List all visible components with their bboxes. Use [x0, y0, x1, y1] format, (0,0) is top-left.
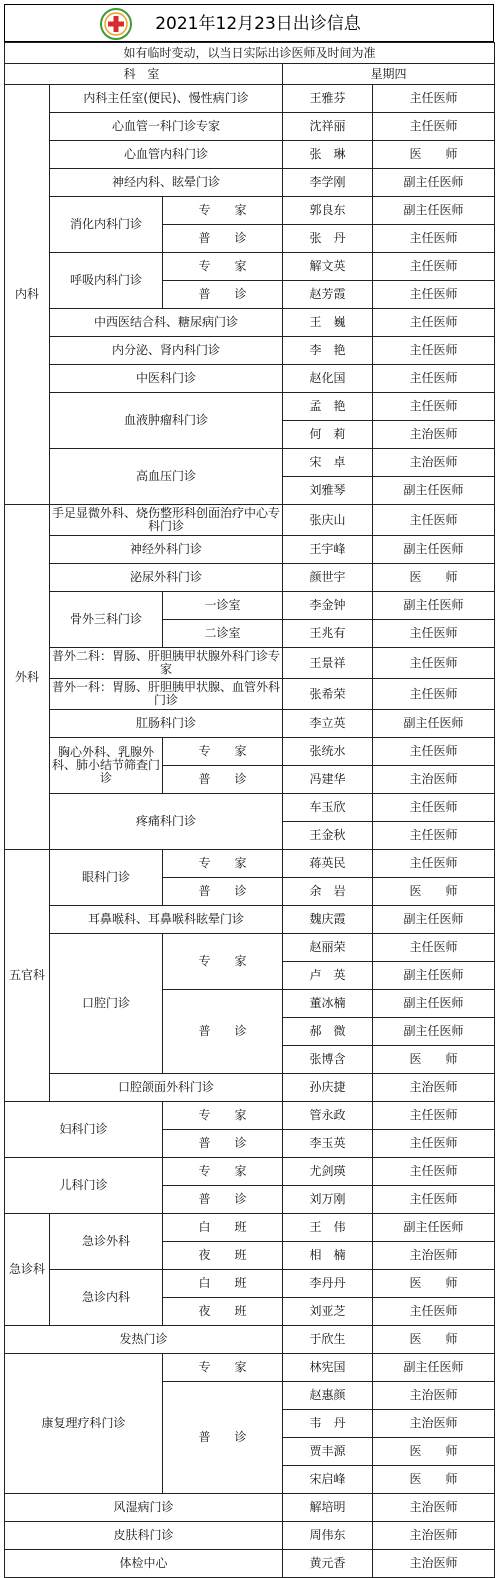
title-cell: 副主任医师	[373, 477, 495, 505]
table-row	[5, 679, 495, 710]
doctor-cell: 周伟东	[283, 1522, 373, 1550]
title-bar	[4, 4, 494, 42]
title-cell: 主任医师	[373, 1298, 495, 1326]
title-cell: 主治医师	[373, 1494, 495, 1522]
title-cell: 主治医师	[373, 766, 495, 794]
table-row	[5, 85, 495, 113]
doctor-cell: 李丹丹	[283, 1270, 373, 1298]
sub-cell: 专 家	[163, 850, 283, 878]
dept-cell: 肛肠科门诊	[50, 710, 283, 738]
doctor-cell: 刘亚芝	[283, 1298, 373, 1326]
title-cell: 医 师	[373, 1466, 495, 1494]
table-row	[5, 505, 495, 536]
title-cell: 主治医师	[373, 1522, 495, 1550]
doctor-cell: 王 伟	[283, 1214, 373, 1242]
doctor-cell: 张统水	[283, 738, 373, 766]
sub-cell: 夜 班	[163, 1242, 283, 1270]
dept-cell: 康复理疗科门诊	[5, 1354, 163, 1494]
title-cell: 副主任医师	[373, 536, 495, 564]
group-label: 五官科	[5, 850, 50, 1102]
doctor-cell: 董冰楠	[283, 990, 373, 1018]
header-row	[5, 64, 495, 85]
table-row	[5, 1102, 495, 1130]
table-row	[5, 1494, 495, 1522]
doctor-cell: 郝 微	[283, 1018, 373, 1046]
table-row	[5, 309, 495, 337]
title-cell: 主任医师	[373, 85, 495, 113]
doctor-cell: 宋启峰	[283, 1466, 373, 1494]
dept-cell: 手足显微外科、烧伤整形科创面治疗中心专科门诊	[50, 505, 283, 536]
table-row	[5, 113, 495, 141]
dept-cell: 疼痛科门诊	[50, 794, 283, 850]
title-cell: 医 师	[373, 1046, 495, 1074]
doctor-cell: 于欣生	[283, 1326, 373, 1354]
sub-cell: 普 诊	[163, 878, 283, 906]
title-cell: 主任医师	[373, 225, 495, 253]
doctor-cell: 张庆山	[283, 505, 373, 536]
sub-cell: 夜 班	[163, 1298, 283, 1326]
dept-cell: 中西医结合科、糖尿病门诊	[50, 309, 283, 337]
table-row	[5, 1074, 495, 1102]
title-cell: 主治医师	[373, 449, 495, 477]
table-row	[5, 141, 495, 169]
title-cell: 医 师	[373, 141, 495, 169]
column-header-day: 星期四	[283, 64, 495, 85]
title-cell: 主任医师	[373, 1158, 495, 1186]
title-cell: 副主任医师	[373, 990, 495, 1018]
dept-cell: 普外一科：胃肠、肝胆胰甲状腺、血管外科门诊	[50, 679, 283, 710]
sub-cell: 普 诊	[163, 225, 283, 253]
title-cell: 主任医师	[373, 934, 495, 962]
title-cell: 副主任医师	[373, 710, 495, 738]
table-row	[5, 169, 495, 197]
sub-cell: 普 诊	[163, 990, 283, 1074]
dept-cell: 耳鼻喉科、耳鼻喉科眩晕门诊	[50, 906, 283, 934]
dept-cell: 骨外三科门诊	[50, 592, 163, 648]
table-row	[5, 1326, 495, 1354]
dept-cell: 心血管内科门诊	[50, 141, 283, 169]
dept-cell: 高血压门诊	[50, 449, 283, 505]
doctor-cell: 解培明	[283, 1494, 373, 1522]
notice-row	[5, 43, 495, 64]
title-cell: 副主任医师	[373, 1214, 495, 1242]
sub-cell: 专 家	[163, 934, 283, 990]
doctor-cell: 冯建华	[283, 766, 373, 794]
group-label: 外科	[5, 505, 50, 850]
dept-cell: 神经内科、眩晕门诊	[50, 169, 283, 197]
title-cell: 副主任医师	[373, 1354, 495, 1382]
sub-cell: 白 班	[163, 1270, 283, 1298]
title-cell: 主任医师	[373, 822, 495, 850]
doctor-cell: 卢 英	[283, 962, 373, 990]
sub-cell: 普 诊	[163, 1186, 283, 1214]
dept-cell: 普外二科：胃肠、肝胆胰甲状腺外科门诊专家	[50, 648, 283, 679]
title-cell: 主任医师	[373, 253, 495, 281]
group-label: 内科	[5, 85, 50, 505]
doctor-cell: 车玉欣	[283, 794, 373, 822]
title-cell: 副主任医师	[373, 197, 495, 225]
sub-cell: 专 家	[163, 1354, 283, 1382]
table-row	[5, 794, 495, 822]
table-row	[5, 337, 495, 365]
dept-cell: 口腔颌面外科门诊	[50, 1074, 283, 1102]
title-cell: 副主任医师	[373, 592, 495, 620]
dept-cell: 急诊外科	[50, 1214, 163, 1270]
title-cell: 医 师	[373, 1438, 495, 1466]
sub-cell: 白 班	[163, 1214, 283, 1242]
dept-cell: 内分泌、肾内科门诊	[50, 337, 283, 365]
sub-cell: 二诊室	[163, 620, 283, 648]
sub-cell: 普 诊	[163, 1130, 283, 1158]
doctor-cell: 颜世宇	[283, 564, 373, 592]
doctor-cell: 李玉英	[283, 1130, 373, 1158]
doctor-cell: 余 岩	[283, 878, 373, 906]
sub-cell: 普 诊	[163, 281, 283, 309]
doctor-cell: 何 莉	[283, 421, 373, 449]
doctor-cell: 韦 丹	[283, 1410, 373, 1438]
doctor-cell: 沈祥丽	[283, 113, 373, 141]
dept-cell: 血液肿瘤科门诊	[50, 393, 283, 449]
doctor-cell: 蒋英民	[283, 850, 373, 878]
title-cell: 主任医师	[373, 679, 495, 710]
doctor-cell: 王兆有	[283, 620, 373, 648]
dept-cell: 神经外科门诊	[50, 536, 283, 564]
table-row	[5, 536, 495, 564]
doctor-cell: 张 琳	[283, 141, 373, 169]
table-row	[5, 1354, 495, 1382]
doctor-cell: 王金秋	[283, 822, 373, 850]
table-row	[5, 197, 495, 225]
sub-cell: 一诊室	[163, 592, 283, 620]
doctor-cell: 李 艳	[283, 337, 373, 365]
dept-cell: 急诊内科	[50, 1270, 163, 1326]
dept-cell: 发热门诊	[5, 1326, 283, 1354]
doctor-cell: 刘万刚	[283, 1186, 373, 1214]
dept-cell: 呼吸内科门诊	[50, 253, 163, 309]
table-row	[5, 365, 495, 393]
dept-cell: 心血管一科门诊专家	[50, 113, 283, 141]
table-row	[5, 1550, 495, 1578]
group-label: 急诊科	[5, 1214, 50, 1326]
title-cell: 主任医师	[373, 365, 495, 393]
doctor-cell: 王 巍	[283, 309, 373, 337]
doctor-cell: 相 楠	[283, 1242, 373, 1270]
dept-cell: 内科主任室(便民)、慢性病门诊	[50, 85, 283, 113]
doctor-cell: 贾丰源	[283, 1438, 373, 1466]
title-cell: 副主任医师	[373, 906, 495, 934]
title-cell: 主治医师	[373, 1550, 495, 1578]
doctor-cell: 张 丹	[283, 225, 373, 253]
doctor-cell: 黄元香	[283, 1550, 373, 1578]
dept-cell: 泌尿外科门诊	[50, 564, 283, 592]
title-cell: 主治医师	[373, 1242, 495, 1270]
title-cell: 主治医师	[373, 1074, 495, 1102]
doctor-cell: 王景祥	[283, 648, 373, 679]
dept-cell: 皮肤科门诊	[5, 1522, 283, 1550]
doctor-cell: 魏庆霞	[283, 906, 373, 934]
doctor-cell: 李立英	[283, 710, 373, 738]
title-cell: 主任医师	[373, 113, 495, 141]
doctor-cell: 管永政	[283, 1102, 373, 1130]
title-cell: 主任医师	[373, 505, 495, 536]
table-row	[5, 449, 495, 477]
title-cell: 医 师	[373, 1326, 495, 1354]
doctor-cell: 赵化国	[283, 365, 373, 393]
doctor-cell: 赵惠颜	[283, 1382, 373, 1410]
title-cell: 主治医师	[373, 421, 495, 449]
doctor-cell: 解文英	[283, 253, 373, 281]
title-cell: 主任医师	[373, 281, 495, 309]
title-cell: 主任医师	[373, 794, 495, 822]
doctor-cell: 孟 艳	[283, 393, 373, 421]
doctor-cell: 宋 卓	[283, 449, 373, 477]
table-row	[5, 1214, 495, 1242]
sub-cell: 普 诊	[163, 766, 283, 794]
table-row	[5, 738, 495, 766]
dept-cell: 妇科门诊	[5, 1102, 163, 1158]
dept-cell: 风湿病门诊	[5, 1494, 283, 1522]
sub-cell: 普 诊	[163, 1382, 283, 1494]
title-cell: 主任医师	[373, 1186, 495, 1214]
sub-cell: 专 家	[163, 1158, 283, 1186]
dept-cell: 眼科门诊	[50, 850, 163, 906]
dept-cell: 消化内科门诊	[50, 197, 163, 253]
doctor-cell: 刘雅琴	[283, 477, 373, 505]
doctor-cell: 张希荣	[283, 679, 373, 710]
title-cell: 主治医师	[373, 1410, 495, 1438]
sub-cell: 专 家	[163, 738, 283, 766]
dept-cell: 体检中心	[5, 1550, 283, 1578]
doctor-cell: 赵丽荣	[283, 934, 373, 962]
title-cell: 主任医师	[373, 738, 495, 766]
title-cell: 副主任医师	[373, 962, 495, 990]
title-cell: 主任医师	[373, 620, 495, 648]
doctor-cell: 张博含	[283, 1046, 373, 1074]
title-cell: 主任医师	[373, 1102, 495, 1130]
dept-cell: 儿科门诊	[5, 1158, 163, 1214]
doctor-cell: 李学刚	[283, 169, 373, 197]
title-cell: 副主任医师	[373, 169, 495, 197]
sub-cell: 专 家	[163, 197, 283, 225]
doctor-cell: 李金钟	[283, 592, 373, 620]
table-row	[5, 850, 495, 878]
table-row	[5, 1158, 495, 1186]
dept-cell: 胸心外科、乳腺外科、肺小结节筛查门诊	[50, 738, 163, 794]
table-row	[5, 1270, 495, 1298]
title-cell: 主任医师	[373, 648, 495, 679]
table-row	[5, 564, 495, 592]
table-row	[5, 934, 495, 962]
dept-cell: 中医科门诊	[50, 365, 283, 393]
table-row	[5, 253, 495, 281]
sub-cell: 专 家	[163, 253, 283, 281]
doctor-cell: 王雅芬	[283, 85, 373, 113]
doctor-cell: 尤剑瑛	[283, 1158, 373, 1186]
page-title: 2021年12月23日出诊信息	[155, 14, 361, 34]
table-row	[5, 648, 495, 679]
doctor-cell: 林宪国	[283, 1354, 373, 1382]
table-row	[5, 1522, 495, 1550]
title-cell: 主任医师	[373, 850, 495, 878]
sub-cell: 专 家	[163, 1102, 283, 1130]
table-row	[5, 592, 495, 620]
title-cell: 主任医师	[373, 393, 495, 421]
title-cell: 主治医师	[373, 1382, 495, 1410]
doctor-cell: 王宇峰	[283, 536, 373, 564]
title-cell: 副主任医师	[373, 1018, 495, 1046]
title-cell: 主任医师	[373, 1130, 495, 1158]
title-cell: 医 师	[373, 1270, 495, 1298]
doctor-cell: 赵芳霞	[283, 281, 373, 309]
doctor-cell: 郭良东	[283, 197, 373, 225]
title-cell: 医 师	[373, 878, 495, 906]
table-row	[5, 393, 495, 421]
title-cell: 主任医师	[373, 337, 495, 365]
column-header-dept: 科 室	[5, 64, 283, 85]
schedule-table	[4, 42, 495, 1578]
title-cell: 医 师	[373, 564, 495, 592]
table-row	[5, 710, 495, 738]
table-row	[5, 906, 495, 934]
dept-cell: 口腔门诊	[50, 934, 163, 1074]
doctor-cell: 孙庆捷	[283, 1074, 373, 1102]
title-cell: 主任医师	[373, 309, 495, 337]
notice-text: 如有临时变动，以当日实际出诊医师及时间为准	[5, 43, 495, 64]
